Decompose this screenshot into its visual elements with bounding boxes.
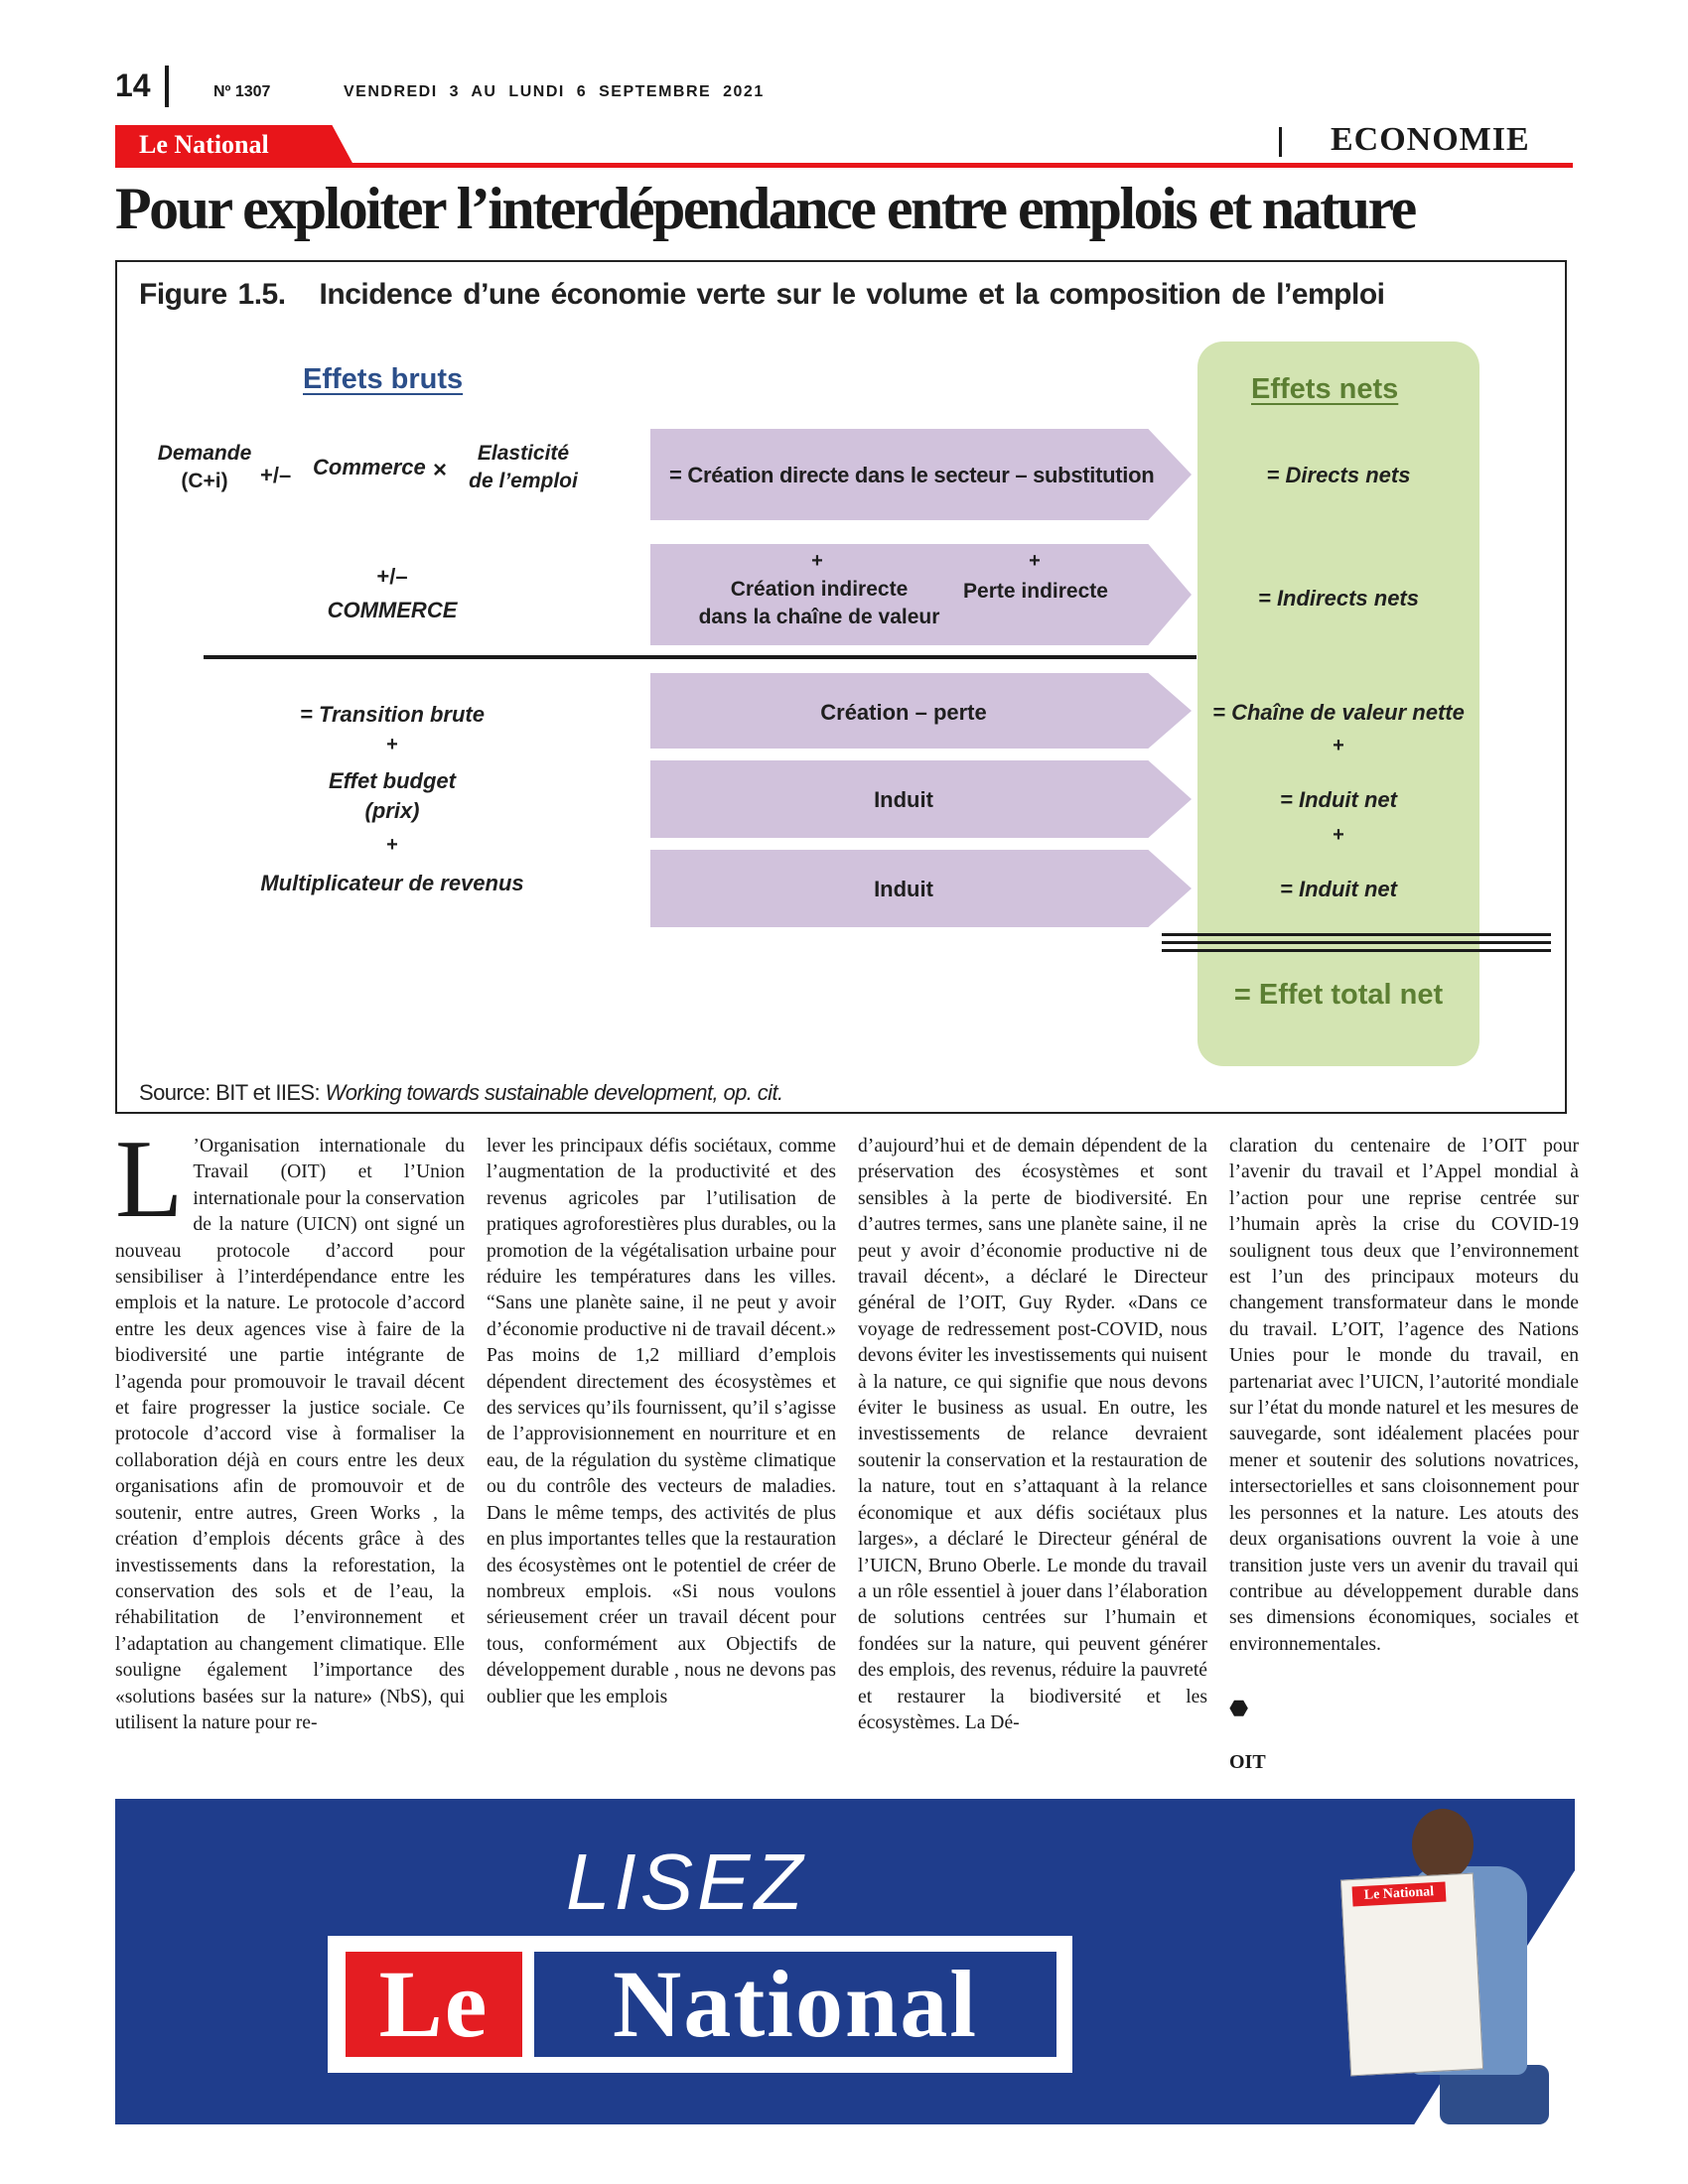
income-multiplier-label: Multiplicateur de revenus xyxy=(260,871,524,895)
direct-net-label: = Directs nets xyxy=(1266,463,1411,487)
budget-effect-label xyxy=(298,766,487,826)
ad-person-head xyxy=(1412,1809,1474,1880)
issue-number: Nº 1307 xyxy=(213,83,271,100)
elasticity-text-2: de l’emploi xyxy=(469,470,578,492)
article-column-3: d’aujourd’hui et de demain dépendent de la préservation des écosystèmes et sont sensibles à la perte de biodiversité. En d’autres termes, sans une planète saine, il ne peut y avoir d’économie productive ni de travail décent», a déclaré le Directeur général de l’OIT, Guy Ryder. «Dans ce voyage de redressement post-COVID, nous devons éviter les investissements qui nuisent à la nature, ce qui signifie que nous devons éviter le business as usual. En outre, les investissements de relance devraient soutenir la conservation et la restauration de la nature, tout en s’attaquant à la relance économique et aux défis sociétaux plus larges», a déclaré le Directeur général de l’UICN, Bruno Oberle. Le monde du travail a un rôle essentiel à jouer dans l’élaboration de solutions centrées sur l’humain et fondées sur la nature, qui peuvent générer des emplois, des revenus, réduire la pauvreté et restaurer la biodiversité et les écosystèmes. La Dé- xyxy=(858,1136,1207,1733)
direct-creation-label: = Création directe dans le secteur – substitution xyxy=(669,463,1155,487)
end-mark-icon: ⬣ xyxy=(1229,1696,1249,1720)
total-net-effect-label: = Effet total net xyxy=(1233,979,1444,1011)
value-chain-text: dans la chaîne de valeur xyxy=(698,606,940,628)
ad-newspaper-masthead: Le National xyxy=(1352,1882,1447,1907)
ad-headline: LISEZ xyxy=(566,1838,807,1926)
plus-minus-sign: +/– xyxy=(260,463,292,487)
figure-divider xyxy=(204,655,1196,659)
total-rule-2 xyxy=(1162,941,1551,944)
figure-source xyxy=(139,1080,783,1106)
headline: Pour exploiter l’interdépendance entre emplois et nature xyxy=(115,176,1415,241)
plus-sign-indirect-2: + xyxy=(1029,550,1041,572)
net-value-chain-label: = Chaîne de valeur nette xyxy=(1212,700,1465,725)
figure-title xyxy=(139,278,1385,312)
article-column-4: claration du centenaire de l’OIT pour l’avenir du travail et l’Appel mondial à l’action pour une reprise centrée sur l’humain après la crise du COVID-19 soulignent tous deux que l’environnement est l’un des principaux moteurs du changement transformateur dans le monde du travail. L’OIT, l’agence des Nations Unies pour le monde du travail, en partenariat avec l’UICN, l’autorité mondiale sur l’état du monde naturel et les mesures de sauvegarde, sont idéalement placées pour mener et soutenir des solutions novatrices, intersectorielles et sans cloisonnement pour les personnes et la nature. Les atouts des deux organisations ouvrent la voie à une transition juste vers un avenir du travail qui contribue au développement durable dans ses dimensions économiques, sociales et environnementales. xyxy=(1229,1136,1579,1655)
article-column-1 xyxy=(115,1118,465,1736)
plus-sign-right-1: + xyxy=(1333,735,1344,756)
commerce-label: Commerce xyxy=(313,455,426,479)
source-prefix: Source: BIT et IIES: xyxy=(139,1080,321,1105)
figure-label: Figure 1.5. xyxy=(139,278,286,311)
demand-text: Demande xyxy=(157,442,252,465)
page-number-divider xyxy=(165,66,169,107)
source-title: Working towards sustainable development, op. cit. xyxy=(325,1080,783,1105)
brand-name: Le National xyxy=(139,130,269,159)
plus-sign-left-2: + xyxy=(386,834,398,856)
gross-transition-label: = Transition brute xyxy=(299,702,485,727)
induced-net-label-1: = Induit net xyxy=(1280,787,1397,812)
indirect-loss-label: Perte indirecte xyxy=(963,580,1108,603)
article-signature: OIT xyxy=(1229,1751,1266,1773)
multiply-sign: × xyxy=(433,457,448,483)
indirect-net-label: = Indirects nets xyxy=(1257,586,1419,611)
indirect-creation-text: Création indirecte xyxy=(730,578,909,601)
header-rule xyxy=(115,163,1573,168)
plus-sign-left-1: + xyxy=(386,734,398,755)
induced-label-1: Induit xyxy=(874,787,933,812)
demand-formula: (C+i) xyxy=(181,470,228,492)
gross-effects-heading: Effets bruts xyxy=(303,363,464,395)
demand-label xyxy=(149,440,260,495)
ad-logo-le: Le xyxy=(346,1952,522,2057)
indirect-creation-label xyxy=(675,576,963,631)
figure-caption: Incidence d’une économie verte sur le volume et la composition de l’emploi xyxy=(319,278,1385,311)
section-divider xyxy=(1279,127,1282,157)
plus-minus-sign-2: +/– xyxy=(376,564,408,589)
section-title: ECONOMIE xyxy=(1331,121,1530,158)
commerce-caps-label: COMMERCE xyxy=(327,598,458,622)
creation-loss-label: Création – perte xyxy=(820,700,987,725)
ad-logo-national: National xyxy=(534,1952,1056,2057)
induced-net-label-2: = Induit net xyxy=(1280,877,1397,901)
total-rule-1 xyxy=(1162,933,1551,936)
net-effects-heading: Effets nets xyxy=(1251,373,1399,405)
article-column-2: lever les principaux défis sociétaux, comme l’augmentation de la productivité et des revenus agricoles par l’utilisation de pratiques agroforestières plus durables, ou la promotion de la végétalisation urbaine pour réduire les températures dans les villes. “Sans une planète saine, il ne peut y avoir d’économie productive ni de travail décent.» Pas moins de 1,2 milliard d’emplois dépendent directement des écosystèmes et des services qu’ils fournissent, qu’il s’agisse de l’approvisionnement en nourriture et en eau, de la régulation du système climatique ou du contrôle des vecteurs de maladies. Dans le même temps, des activités de plus en plus importantes telles que la restauration des écosystèmes ont le potentiel de créer de nombreux emplois. «Si nous voulons sérieusement créer un travail décent pour tous, conformément aux Objectifs de développement durable , nous ne devons pas oublier que les emplois xyxy=(487,1136,836,1707)
budget-price-text: (prix) xyxy=(364,798,420,823)
budget-effect-text: Effet budget xyxy=(329,768,456,793)
page-number: 14 xyxy=(115,68,151,103)
total-rule-3 xyxy=(1162,949,1551,952)
induced-label-2: Induit xyxy=(874,877,933,901)
elasticity-label xyxy=(459,440,588,495)
dropcap: L xyxy=(115,1118,184,1241)
elasticity-text: Elasticité xyxy=(477,442,570,465)
dateline: VENDREDI 3 AU LUNDI 6 SEPTEMBRE 2021 xyxy=(344,83,765,100)
plus-sign-indirect-1: + xyxy=(811,550,823,572)
plus-sign-right-2: + xyxy=(1333,824,1344,846)
column-1-text: ’Organisation internationale du Travail (OIT) et l’Union internationale pour la conservation de la nature (UICN) ont signé un nouveau protocole d’accord pour sensibiliser à l’interdépendance entre les emplois et la nature. Le protocole d’accord entre les deux agences vise à faire de la biodiversité une partie intégrante de l’agenda pour promouvoir le travail décent et faire progresser la justice sociale. Ce protocole d’accord vise à formaliser la collaboration déjà en cours entre les deux organisations afin de promouvoir et de soutenir, entre autres, Green Works , la création d’emplois décents grâce à des investissements dans la reforestation, la conservation des sols et de l’eau, la réhabilitation de l’environnement et l’adaptation au changement climatique. Elle souligne également l’importance des «solutions basées sur la nature» (NbS), qui utilisent la nature pour re- xyxy=(115,1136,465,1733)
